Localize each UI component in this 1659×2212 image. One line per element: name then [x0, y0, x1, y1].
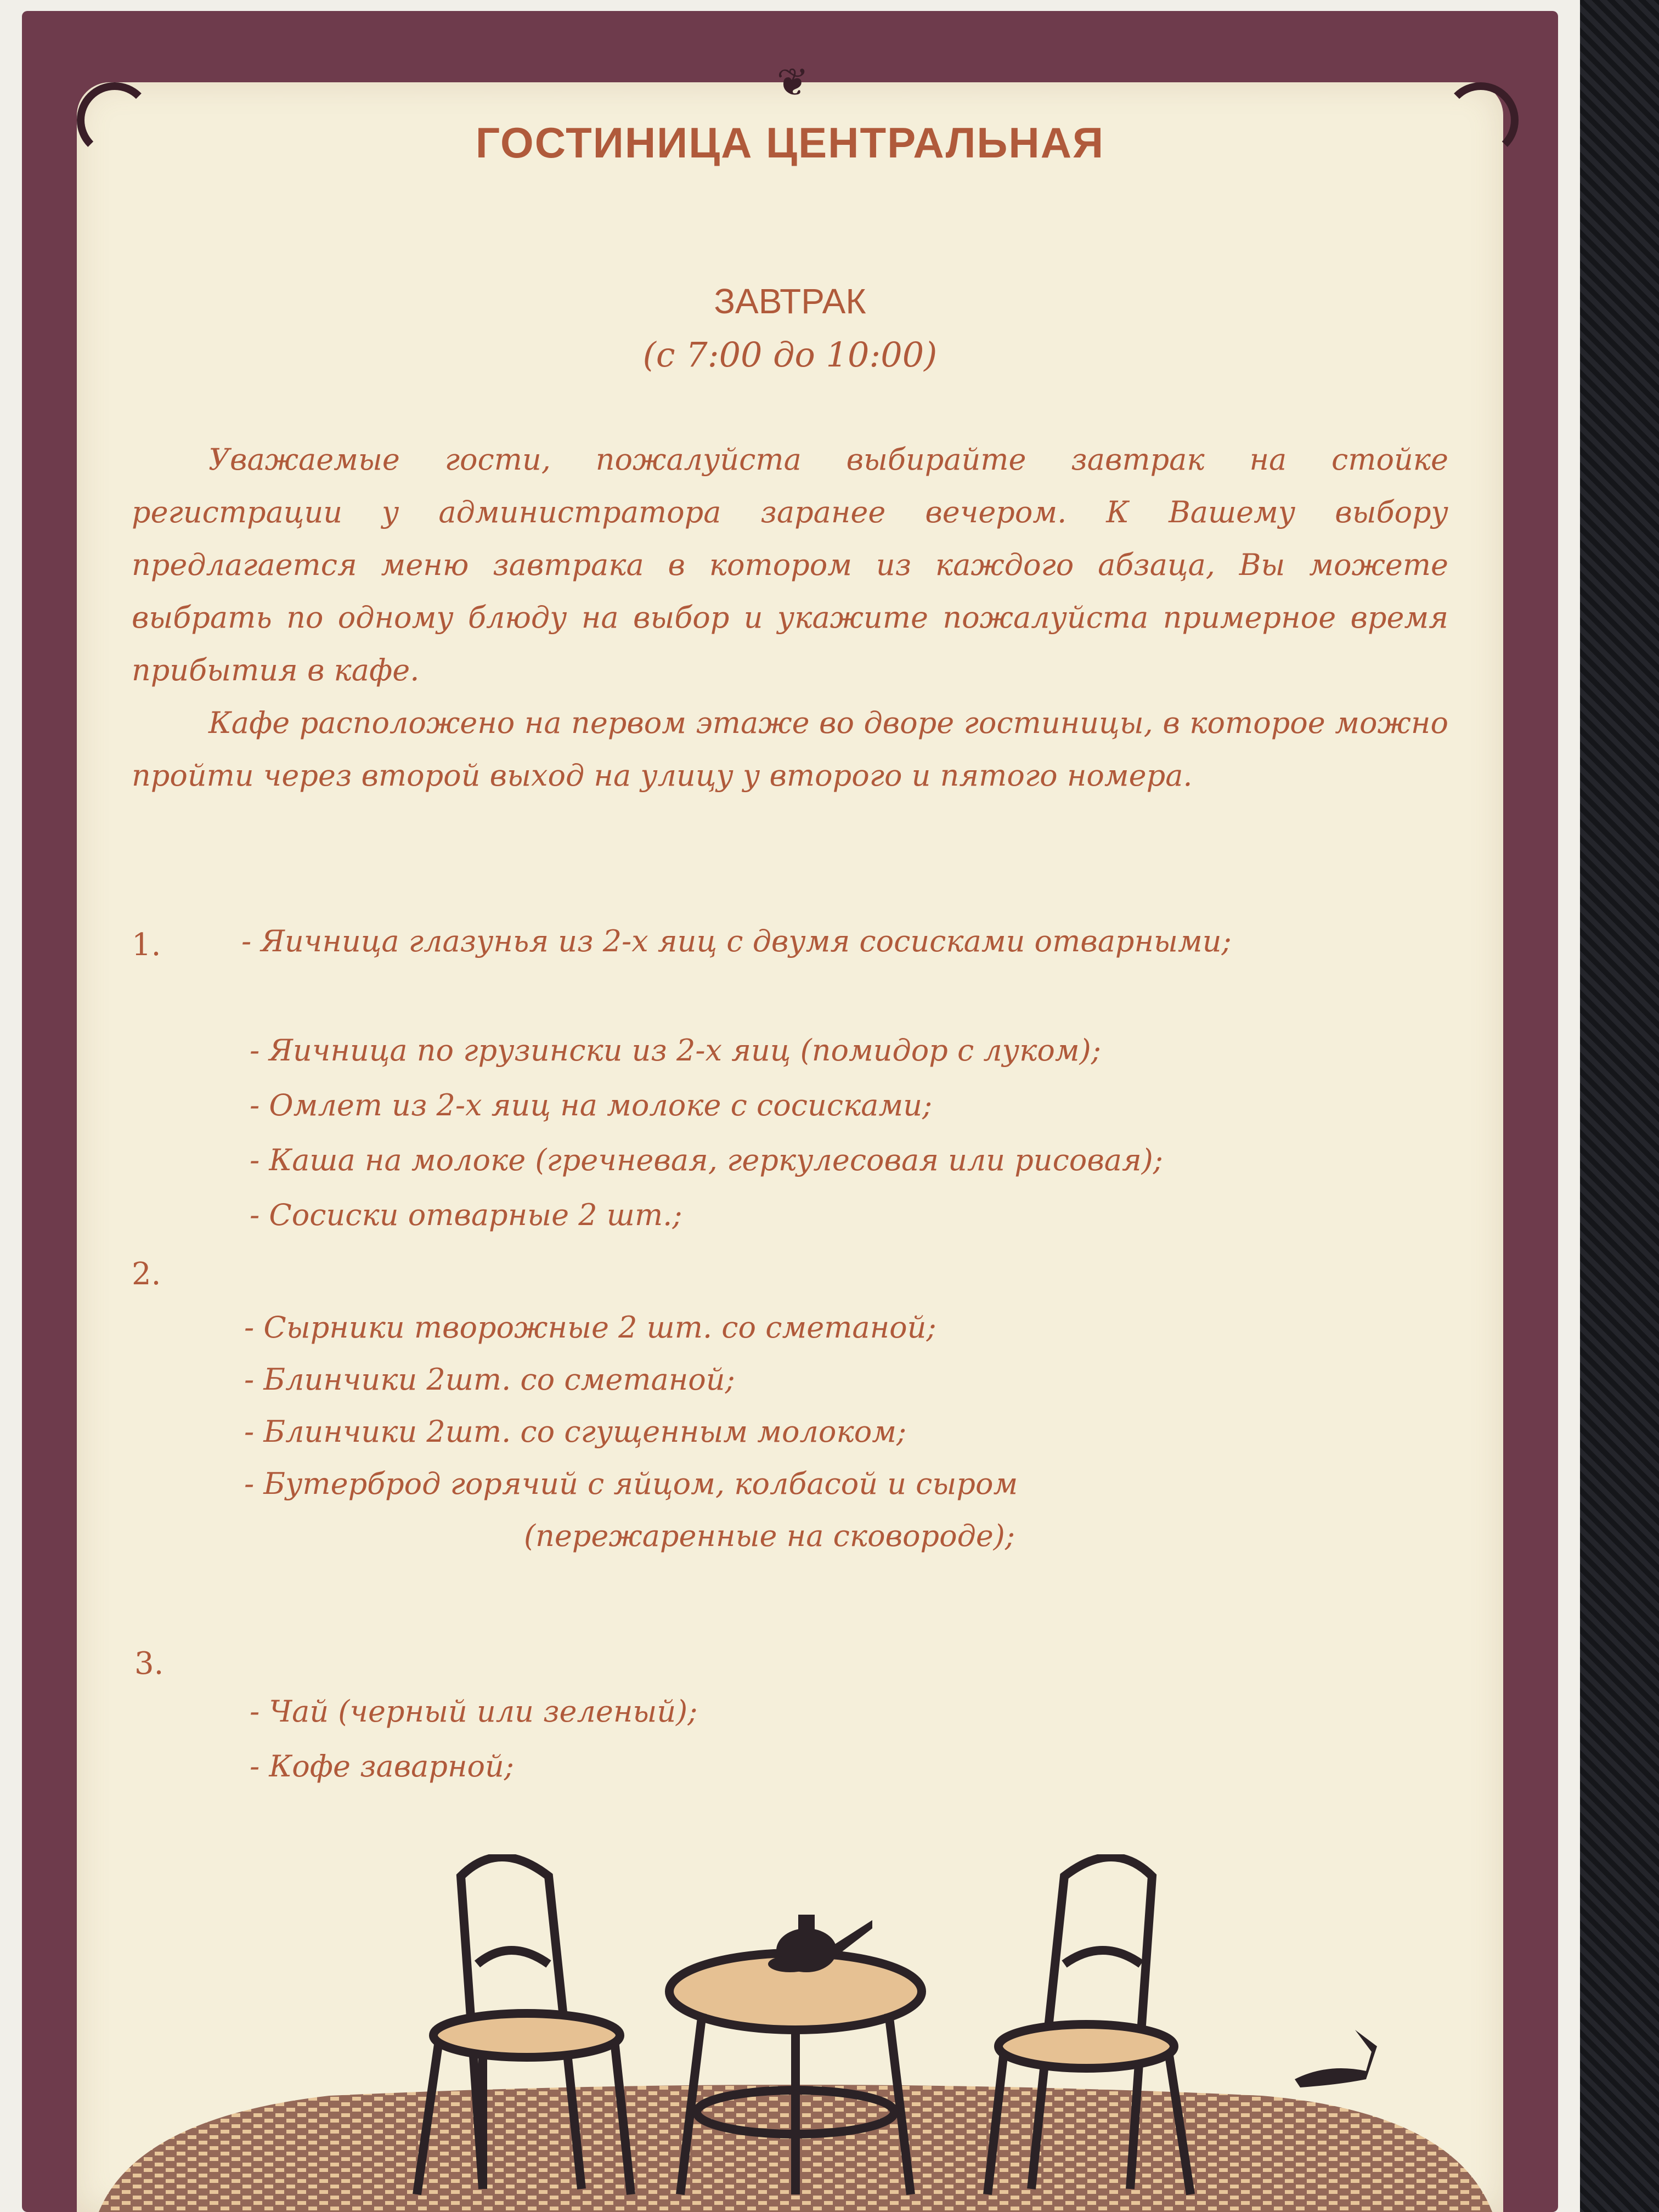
section-number: 3.	[134, 1646, 164, 1681]
menu-item: - Омлет из 2-х яиц на молоке с сосисками;	[250, 1088, 933, 1122]
background-bag	[1569, 0, 1659, 2212]
cat-icon	[1295, 2030, 1377, 2087]
cafe-illustration	[0, 1854, 1580, 2212]
location-paragraph: Кафе расположено на первом этаже во дворе гостиницы, в которое можно пройти через второй выход на улицу у второго и пятого номера.	[132, 706, 1448, 793]
menu-item: - Кофе заварной;	[250, 1749, 514, 1784]
menu-item: - Бутерброд горячий с яйцом, колбасой и сыром	[244, 1466, 1018, 1501]
meal-title: ЗАВТРАК	[714, 281, 866, 321]
menu-item: - Яичница глазунья из 2-х яиц с двумя сосисками отварными;	[241, 924, 1232, 958]
menu-item: - Чай (черный или зеленый);	[250, 1694, 698, 1729]
section-number: 2.	[132, 1256, 161, 1292]
menu-item: - Сосиски отварные 2 шт.;	[250, 1198, 682, 1232]
menu-item: - Блинчики 2шт. со сметаной;	[244, 1362, 735, 1397]
hotel-title: ГОСТИНИЦА ЦЕНТРАЛЬНАЯ	[475, 119, 1105, 167]
menu-item: - Сырники творожные 2 шт. со сметаной;	[244, 1310, 936, 1345]
menu-item: - Яичница по грузински из 2-х яиц (помидор с луком);	[250, 1033, 1101, 1068]
menu-item: - Каша на молоке (гречневая, геркулесовая или рисовая);	[250, 1143, 1163, 1177]
menu-item-note: (пережаренные на сковороде);	[524, 1519, 1015, 1553]
top-ornament-icon: ❦	[776, 60, 809, 105]
menu-item: - Блинчики 2шт. со сгущенным молоком;	[244, 1414, 907, 1449]
intro-paragraph: Уважаемые гости, пожалуйста выбирайте завтрак на стойке регистрации у администратора заранее вечером. К Вашему выбору предлагается меню завтрака в котором из каждого абзаца, Вы можете выбрать по одному блюду на выбор и укажите пожалуйста примерное время прибытия в кафе.	[132, 442, 1448, 687]
section-number: 1.	[132, 927, 161, 963]
breakfast-hours: (с 7:00 до 10:00)	[642, 335, 938, 375]
